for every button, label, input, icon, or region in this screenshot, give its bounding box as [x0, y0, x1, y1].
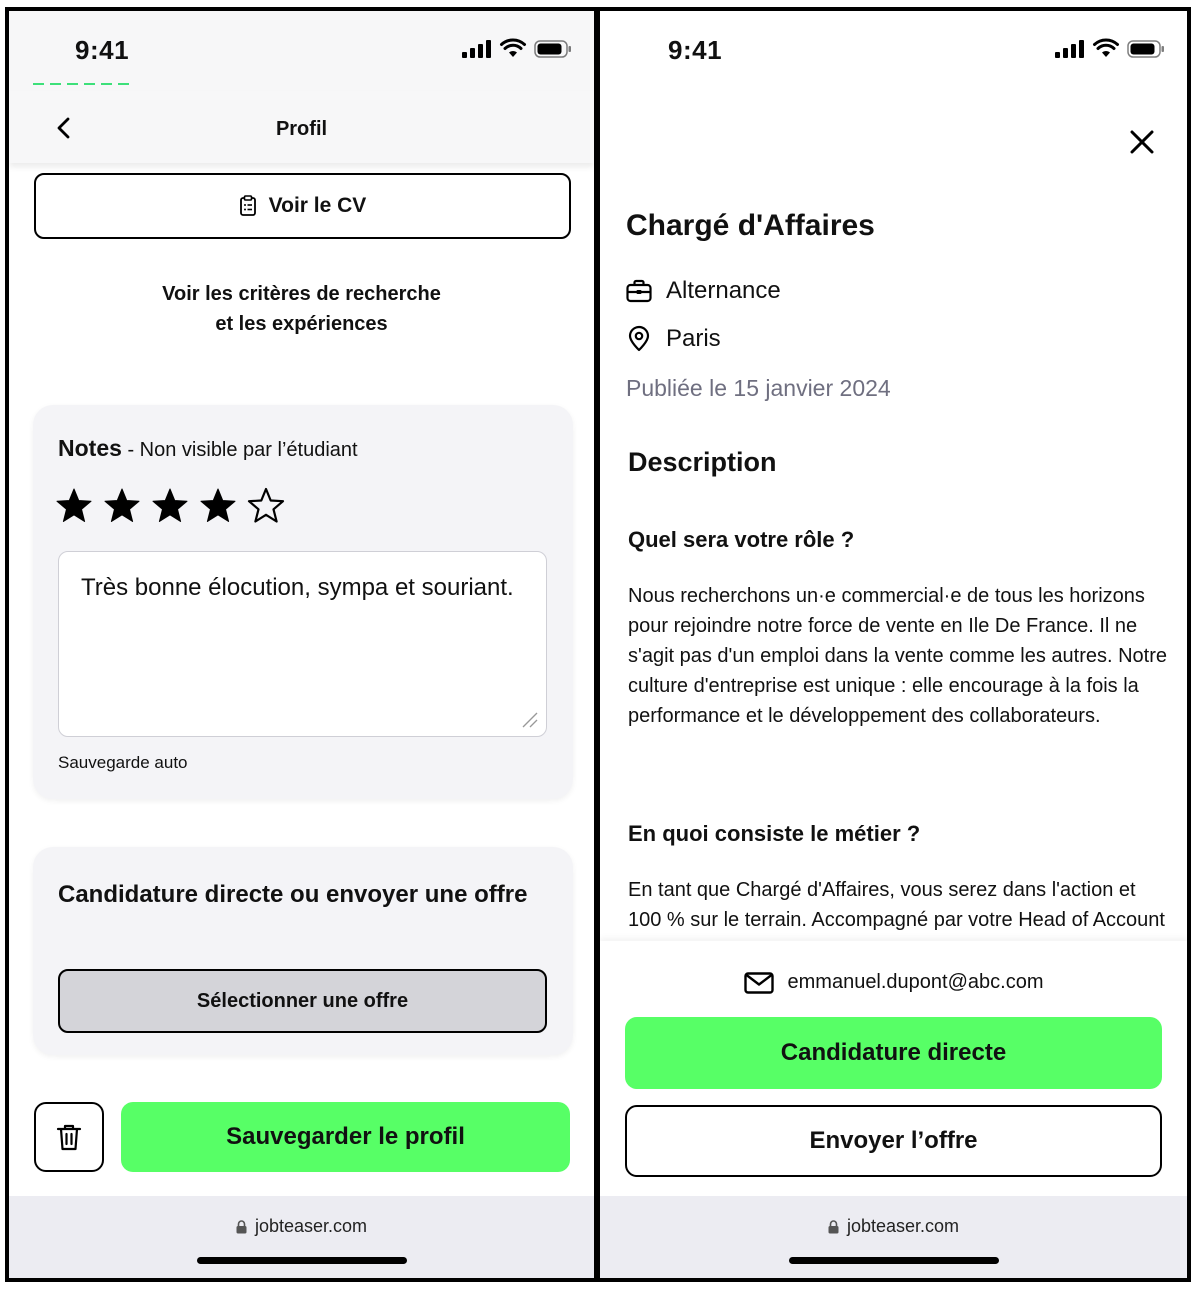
notes-label: Notes [58, 435, 122, 461]
role-heading: Quel sera votre rôle ? [628, 527, 855, 552]
contract-row [626, 277, 781, 305]
page-title: Profil [275, 118, 328, 140]
location-row [626, 325, 721, 353]
offer-detail-screen [596, 7, 1191, 1282]
home-indicator [789, 1257, 999, 1264]
star-rating[interactable] [55, 487, 285, 525]
notes-text: Très bonne élocution, sympa et souriant. [81, 574, 514, 601]
star-filled-icon[interactable] [151, 487, 189, 525]
save-profile-button[interactable]: Sauvegarder le profil [121, 1102, 570, 1172]
browser-url[interactable] [600, 1216, 1187, 1237]
status-bar [600, 11, 1187, 91]
status-time: 9:41 [668, 35, 723, 65]
star-empty-icon[interactable] [247, 487, 285, 525]
status-time: 9:41 [75, 35, 130, 65]
direct-apply-button[interactable]: Candidature directe [625, 1017, 1162, 1089]
battery-icon [534, 40, 572, 58]
delete-button[interactable] [34, 1102, 104, 1172]
notes-card [33, 405, 573, 799]
location-pin-icon [626, 326, 652, 352]
briefcase-icon [626, 279, 652, 303]
job-title: Chargé d'Affaires [626, 209, 875, 242]
location-text: Paris [666, 325, 721, 352]
wifi-icon [1093, 39, 1119, 58]
role-paragraph: Nous recherchons un·e commercial·e de tous les horizons pour rejoindre notre force de vente en Ile De France. Il ne s'agit pas d'un emploi dans la vente comme les autres. Notre culture d'entreprise est unique : elle encourage à la fois la performance et le développement des collaborateurs. [628, 585, 1168, 727]
job-paragraph: En tant que Chargé d'Affaires, vous serez dans l'action et 100 % sur le terrain. Accompagné par votre Head of Account [628, 879, 1165, 931]
contract-type: Alternance [666, 277, 781, 304]
status-bar [9, 11, 594, 91]
notes-sublabel: - Non visible par l’étudiant [121, 439, 358, 461]
job-heading: En quoi consiste le métier ? [628, 821, 921, 846]
published-date: Publiée le 15 janvier 2024 [626, 375, 891, 401]
signal-icon [462, 40, 492, 58]
mail-icon [744, 972, 774, 994]
description-heading: Description [628, 447, 777, 477]
signal-icon [1055, 40, 1085, 58]
offer-card [33, 847, 573, 1055]
lock-icon [828, 1220, 839, 1234]
nav-bar [9, 91, 594, 163]
star-filled-icon[interactable] [199, 487, 237, 525]
view-cv-label: Voir le CV [268, 194, 367, 217]
loading-dashes [33, 83, 129, 85]
email-row [600, 971, 1187, 994]
resize-handle-icon[interactable] [520, 710, 538, 728]
browser-url[interactable] [9, 1216, 594, 1237]
browser-url-text: jobteaser.com [846, 1216, 960, 1236]
criteria-line-2: et les expériences [215, 313, 388, 335]
browser-bar [9, 1196, 594, 1278]
notes-textarea[interactable] [58, 551, 547, 737]
view-criteria-link[interactable] [9, 279, 594, 339]
email-address: emmanuel.dupont@abc.com [787, 971, 1044, 993]
offer-footer [600, 941, 1187, 1205]
profile-screen [5, 7, 598, 1282]
status-icons [1055, 39, 1165, 58]
select-offer-button[interactable]: Sélectionner une offre [58, 969, 547, 1033]
criteria-line-1: Voir les critères de recherche [162, 283, 441, 305]
close-icon[interactable] [1127, 127, 1157, 157]
clipboard-icon [239, 195, 257, 217]
trash-icon [55, 1122, 83, 1152]
browser-url-text: jobteaser.com [254, 1216, 368, 1236]
profile-footer [9, 1077, 594, 1207]
lock-icon [236, 1220, 247, 1234]
wifi-icon [500, 39, 526, 58]
battery-icon [1127, 40, 1165, 58]
notes-heading [58, 435, 358, 462]
profile-content [9, 163, 594, 1278]
offer-card-title: Candidature directe ou envoyer une offre [58, 881, 528, 908]
browser-bar [600, 1196, 1187, 1278]
autosave-label: Sauvegarde auto [58, 753, 188, 772]
status-icons [462, 39, 572, 58]
star-filled-icon[interactable] [103, 487, 141, 525]
home-indicator [197, 1257, 407, 1264]
send-offer-button[interactable]: Envoyer l’offre [625, 1105, 1162, 1177]
star-filled-icon[interactable] [55, 487, 93, 525]
view-cv-button[interactable] [34, 173, 571, 239]
